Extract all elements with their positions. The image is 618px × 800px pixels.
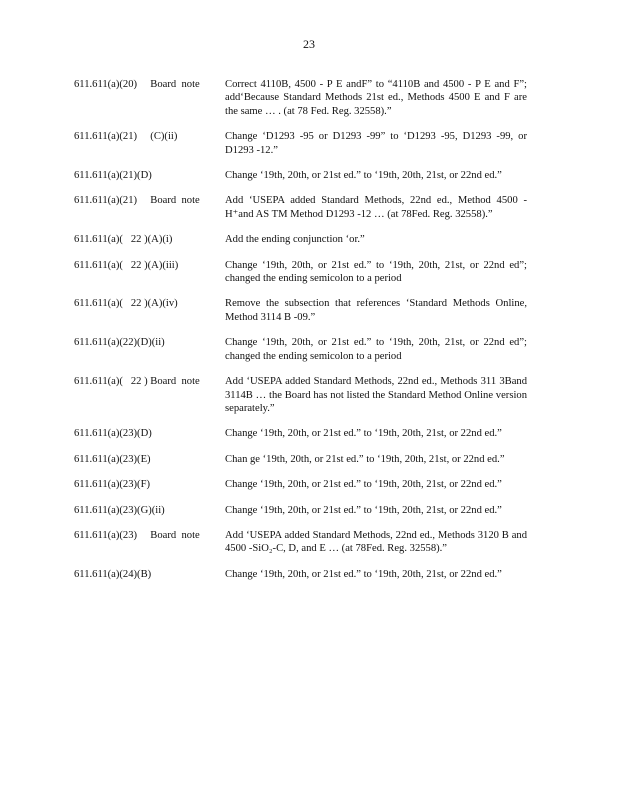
- citation: 611.611(a)( 22 ) Board note: [74, 376, 200, 388]
- change-description: Add ‘USEPA added Standard Methods, 22nd ed., Methods 3120 B and 4500 -SiO₂-C, D, and E … (at 78Fed. Reg. 32558).”: [225, 529, 527, 555]
- amendment-entry: [74, 478, 534, 491]
- citation: 611.611(a)( 22 )(A)(i): [74, 234, 173, 246]
- change-description: Add ‘USEPA added Standard Methods, 22nd ed., Method 4500 -H⁺and AS TM Method D1293 -12 … (at 78Fed. Reg. 32558).”: [225, 195, 527, 220]
- change-description: Change ‘19th, 20th, or 21st ed.” to ‘19th, 20th, 21st, or 22nd ed.”: [225, 479, 502, 491]
- amendment-entry: [74, 336, 534, 363]
- page-number: 23: [303, 37, 315, 51]
- citation: 611.611(a)( 22 )(A)(iii): [74, 259, 179, 271]
- amendment-entry: [74, 504, 534, 517]
- citation: 611.611(a)(24)(B): [74, 568, 152, 580]
- citation: 611.611(a)(21) Board note: [74, 195, 200, 207]
- amendment-entry: [74, 375, 534, 415]
- change-description: Add the ending conjunction ‘or.”: [225, 234, 365, 246]
- amendment-entry: [74, 233, 534, 246]
- amendment-entry: [74, 194, 534, 221]
- amendment-list: [74, 78, 534, 593]
- amendment-entry: [74, 130, 534, 157]
- citation: 611.611(a)(23)(G)(ii): [74, 504, 165, 516]
- amendment-entry: [74, 169, 534, 182]
- change-description: Change ‘19th, 20th, or 21st ed.” to ‘19th, 20th, 21st, or 22nd ed”; changed the ending semicolon to a period: [225, 259, 527, 285]
- citation: 611.611(a)( 22 )(A)(iv): [74, 298, 178, 310]
- change-description: Change ‘19th, 20th, or 21st ed.” to ‘19th, 20th, 21st, or 22nd ed”; changed the ending semicolon to a period: [225, 337, 527, 362]
- citation: 611.611(a)(23) Board note: [74, 529, 200, 541]
- citation: 611.611(a)(20) Board note: [74, 79, 200, 90]
- change-description: Correct 4110B, 4500 - P E andF” to “4110B and 4500 - P E and F”; add‘Because Standard Methods 21st ed., Methods 4500 E and F are the same … . (at 78 Fed. Reg. 32558).”: [225, 79, 527, 117]
- citation: 611.611(a)(22)(D)(ii): [74, 337, 165, 349]
- amendment-entry: [74, 529, 534, 556]
- citation: 611.611(a)(21) (C)(ii): [74, 131, 178, 143]
- citation: 611.611(a)(21)(D): [74, 170, 152, 182]
- change-description: Change ‘D1293 -95 or D1293 -99” to ‘D1293 -95, D1293 -99, or D1293 -12.”: [225, 131, 527, 156]
- change-description: Change ‘19th, 20th, or 21st ed.” to ‘19th, 20th, 21st, or 22nd ed.”: [225, 568, 502, 580]
- change-description: Remove the subsection that references ‘Standard Methods Online, Method 3114 B -09.”: [225, 298, 527, 323]
- change-description: Chan ge ‘19th, 20th, or 21st ed.” to ‘19th, 20th, 21st, or 22nd ed.”: [225, 453, 505, 465]
- citation: 611.611(a)(23)(F): [74, 479, 150, 491]
- change-description: Change ‘19th, 20th, or 21st ed.” to ‘19th, 20th, 21st, or 22nd ed.”: [225, 428, 502, 440]
- change-description: Add ‘USEPA added Standard Methods, 22nd ed., Methods 311 3Band 3114B … the Board has not listed the Standard Method Online version separately.”: [225, 376, 527, 414]
- change-description: Change ‘19th, 20th, or 21st ed.” to ‘19th, 20th, 21st, or 22nd ed.”: [225, 504, 502, 516]
- amendment-entry: [74, 427, 534, 440]
- amendment-entry: [74, 78, 534, 118]
- change-description: Change ‘19th, 20th, or 21st ed.” to ‘19th, 20th, 21st, or 22nd ed.”: [225, 170, 502, 182]
- amendment-entry: [74, 259, 534, 286]
- amendment-entry: [74, 297, 534, 324]
- citation: 611.611(a)(23)(D): [74, 428, 152, 440]
- citation: 611.611(a)(23)(E): [74, 453, 151, 465]
- amendment-entry: [74, 453, 534, 466]
- amendment-entry: [74, 568, 534, 581]
